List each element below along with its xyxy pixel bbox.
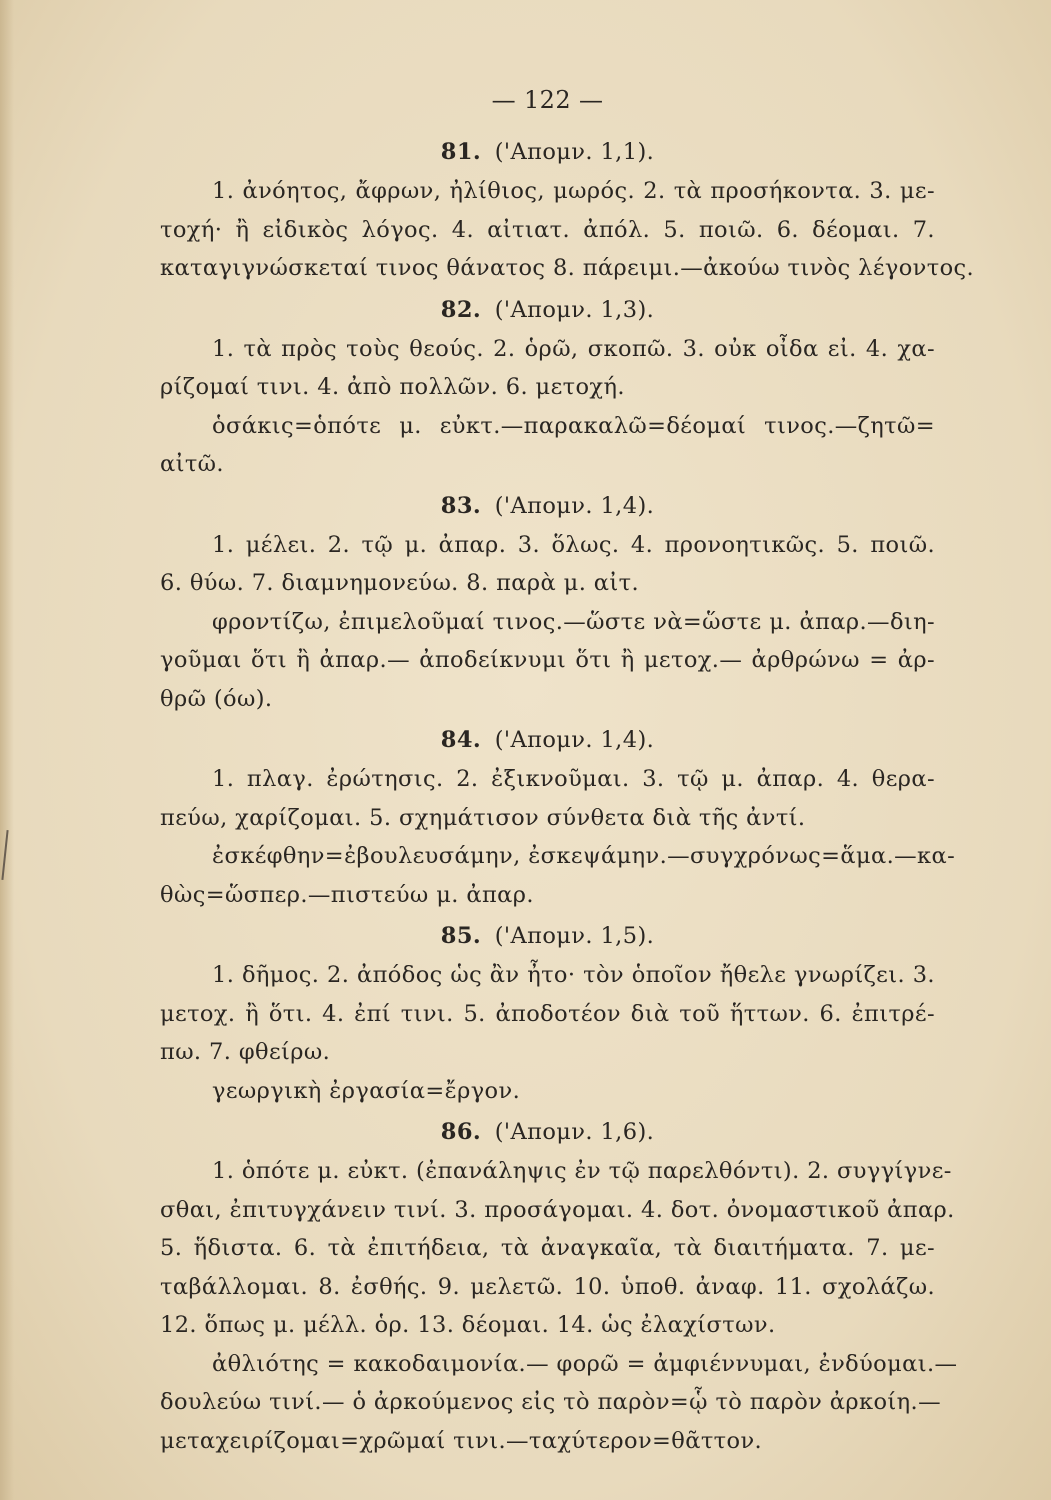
section-heading bbox=[160, 488, 935, 524]
text-line: αἰτῶ. bbox=[160, 451, 224, 477]
text-line: 6. θύω. 7. διαμνημονεύω. 8. παρὰ μ. αἰτ. bbox=[160, 570, 640, 596]
section-86 bbox=[160, 1114, 958, 1460]
text-line: μετοχ. ἢ ὅτι. 4. ἐπί τινι. 5. ἀποδοτέον διὰ τοῦ ἥττων. 6. ἐπιτρέ- bbox=[160, 1000, 935, 1027]
text-line: 1. μέλει. 2. τῷ μ. ἀπαρ. 3. ὅλως. 4. προνοητικῶς. 5. ποιῶ. bbox=[212, 531, 935, 558]
section-reference: ('Απομν. 1,4). bbox=[494, 727, 655, 753]
text-line: 1. πλαγ. ἐρώτησις. 2. ἐξικνοῦμαι. 3. τῷ μ. ἀπαρ. 4. θερα- bbox=[212, 766, 935, 792]
section-text bbox=[160, 1152, 958, 1460]
text-line: γεωργικὴ ἐργασία=ἔργον. bbox=[212, 1077, 521, 1104]
text-line: δουλεύω τινί.— ὁ ἀρκούμενος εἰς τὸ παρὸν=ᾧ τὸ παρὸν ἀρκοίη.— bbox=[160, 1389, 941, 1415]
text-line: ἀθλιότης = κακοδαιμονία.— φορῶ = ἀμφιέννυμαι, ἐνδύομαι.— bbox=[212, 1350, 958, 1377]
text-line: 12. ὅπως μ. μέλλ. ὁρ. 13. δέομαι. 14. ὡς ἐλαχίστων. bbox=[160, 1312, 776, 1338]
section-82 bbox=[160, 292, 935, 484]
text-line: ρίζομαί τινι. 4. ἀπὸ πολλῶν. 6. μετοχή. bbox=[160, 374, 625, 400]
text-line: θρῶ (όω). bbox=[160, 685, 273, 712]
section-81 bbox=[160, 134, 975, 288]
section-reference: ('Απομν. 1,1). bbox=[494, 139, 655, 165]
text-line: 1. ὁπότε μ. εὐκτ. (ἐπανάληψις ἐν τῷ παρελθόντι). 2. συγγίγνε- bbox=[212, 1158, 952, 1184]
section-reference: ('Απομν. 1,5). bbox=[494, 923, 655, 949]
text-line: καταγιγνώσκεταί τινος θάνατος 8. πάρειμι.—ἀκούω τινὸς λέγοντος. bbox=[160, 255, 975, 281]
page-spine-shadow bbox=[0, 0, 14, 1500]
section-reference: ('Απομν. 1,3). bbox=[494, 296, 655, 323]
text-line: 1. ἀνόητος, ἄφρων, ἠλίθιος, μωρός. 2. τὰ προσήκοντα. 3. με- bbox=[212, 178, 935, 204]
text-line: μεταχειρίζομαι=χρῶμαί τινι.—ταχύτερον=θᾶττον. bbox=[160, 1427, 763, 1454]
text-line: σθαι, ἐπιτυγχάνειν τινί. 3. προσάγομαι. 4. δοτ. ὀνομαστικοῦ ἀπαρ. bbox=[160, 1196, 955, 1223]
section-number: 84. bbox=[440, 727, 482, 753]
section-text bbox=[160, 172, 975, 288]
text-line: ταβάλλομαι. 8. ἐσθής. 9. μελετῶ. 10. ὑποθ. ἀναφ. 11. σχολάζω. bbox=[160, 1273, 935, 1300]
section-85 bbox=[160, 918, 935, 1110]
text-line: θὼς=ὥσπερ.—πιστεύω μ. ἀπαρ. bbox=[160, 881, 534, 908]
section-reference: ('Απομν. 1,6). bbox=[494, 1119, 655, 1145]
text-line: τοχή· ἢ εἰδικὸς λόγος. 4. αἰτιατ. ἀπόλ. 5. ποιῶ. 6. δέομαι. 7. bbox=[160, 216, 935, 243]
text-line: πεύω, χαρίζομαι. 5. σχημάτισον σύνθετα διὰ τῆς ἀντί. bbox=[160, 804, 806, 831]
section-heading bbox=[160, 292, 935, 328]
section-heading bbox=[160, 134, 935, 170]
section-number: 82. bbox=[440, 296, 482, 323]
section-text bbox=[160, 956, 935, 1110]
section-text bbox=[160, 330, 935, 484]
section-number: 81. bbox=[440, 139, 482, 165]
text-line: 1. τὰ πρὸς τοὺς θεούς. 2. ὁρῶ, σκοπῶ. 3. οὐκ οἶδα εἰ. 4. χα- bbox=[212, 335, 935, 362]
section-heading bbox=[160, 1114, 935, 1150]
section-number: 86. bbox=[440, 1119, 482, 1145]
page-content bbox=[160, 86, 975, 1460]
page-number: — 122 — bbox=[491, 86, 604, 114]
text-line: ὁσάκις=ὁπότε μ. εὐκτ.—παρακαλῶ=δέομαί τινος.—ζητῶ= bbox=[212, 412, 935, 439]
text-line: 1. δῆμος. 2. ἀπόδος ὡς ἂν ἦτο· τὸν ὁποῖον ἤθελε γνωρίζει. 3. bbox=[212, 962, 935, 988]
section-reference: ('Απομν. 1,4). bbox=[494, 492, 655, 519]
text-line: φροντίζω, ἐπιμελοῦμαί τινος.—ὥστε νὰ=ὥστε μ. ἀπαρ.—διη- bbox=[212, 608, 935, 635]
section-number: 85. bbox=[440, 923, 482, 949]
section-heading bbox=[160, 918, 935, 954]
text-line: 5. ἥδιστα. 6. τὰ ἐπιτήδεια, τὰ ἀναγκαῖα, τὰ διαιτήματα. 7. με- bbox=[160, 1235, 935, 1261]
section-83 bbox=[160, 488, 935, 719]
section-text bbox=[160, 526, 935, 719]
text-line: πω. 7. φθείρω. bbox=[160, 1039, 331, 1065]
section-84 bbox=[160, 722, 956, 914]
section-text bbox=[160, 760, 956, 914]
section-heading bbox=[160, 722, 935, 758]
section-number: 83. bbox=[440, 492, 482, 519]
text-line: ἐσκέφθην=ἐβουλευσάμην, ἐσκεψάμην.—συγχρόνως=ἅμα.—κα- bbox=[212, 843, 956, 869]
text-line: γοῦμαι ὅτι ἢ ἀπαρ.— ἀποδείκνυμι ὅτι ἢ μετοχ.— ἀρθρώνω = ἀρ- bbox=[160, 647, 935, 673]
